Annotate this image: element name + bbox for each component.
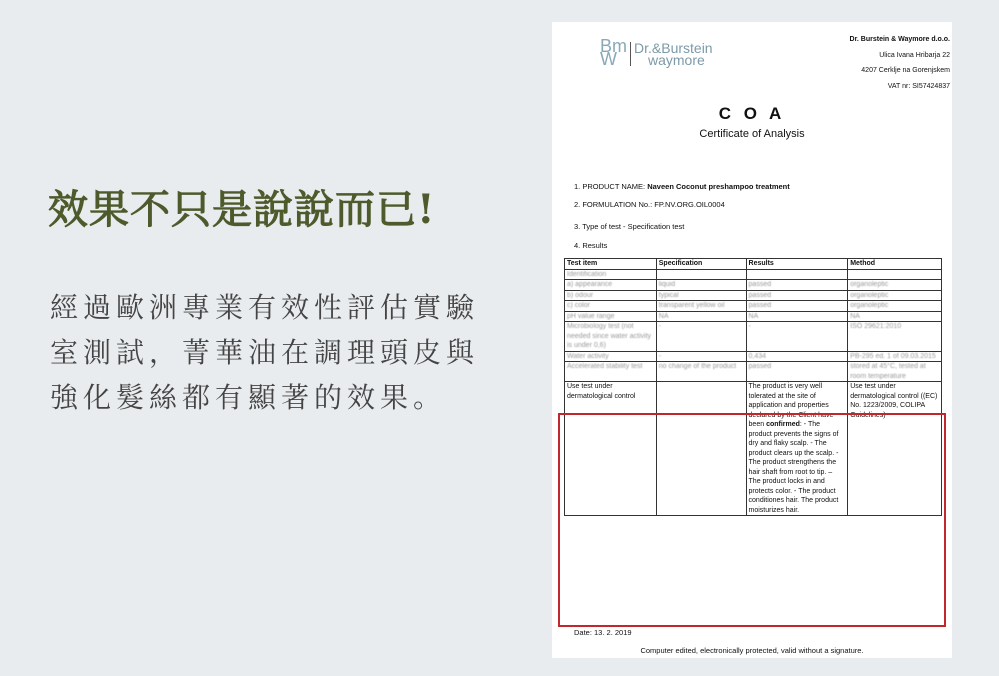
- table-cell: NA: [848, 311, 942, 322]
- table-cell: passed: [746, 280, 848, 291]
- table-cell: NA: [746, 311, 848, 322]
- table-cell: transparent yellow oil: [656, 301, 746, 312]
- cell-item: Use test under dermatological control: [565, 382, 657, 516]
- address-street: Ulica Ivana Hribarja 22: [879, 51, 950, 59]
- headline: 效果不只是說說而已!: [48, 186, 436, 233]
- table-cell: organoleptic: [848, 301, 942, 312]
- table-cell: PB-295 ed. 1 of 09.03.2015: [848, 351, 942, 362]
- table-cell: [746, 269, 848, 280]
- cell-result: The product is very well tolerated at the site of application and properties declared by the Client have been confirmed: - The product prevents the signs of dry and flaky scalp. - The product clears up the scalp. - The product strengthens the hair shaft from root to tip. – The product locks in and protects color. - The product conditiones hair. The product moisturizes hair.: [746, 382, 848, 516]
- table-cell: organoleptic: [848, 280, 942, 291]
- table-cell: 0,434: [746, 351, 848, 362]
- logo-mark: Bm W: [600, 36, 627, 69]
- table-row: [565, 290, 942, 301]
- table-cell: passed: [746, 301, 848, 312]
- company-address: [850, 32, 950, 94]
- type-line: 3. Type of test - Specification test: [574, 222, 685, 231]
- highlight-box: [558, 413, 946, 627]
- table-cell: Identification: [565, 269, 657, 280]
- doc-date: Date: 13. 2. 2019: [574, 628, 632, 637]
- header-specification: Specification: [656, 259, 746, 270]
- address-vat: VAT nr: SI57424837: [887, 82, 950, 90]
- body-text: 經過歐洲專業有效性評估實驗室測試，菁華油在調理頭皮與強化髮絲都有顯著的效果。: [50, 291, 480, 414]
- table-cell: no change of the product: [656, 362, 746, 382]
- table-row: [565, 362, 942, 382]
- product-line: 1. PRODUCT NAME: Naveen Coconut preshampoo treatment: [574, 182, 790, 191]
- header-test-item: Test item: [565, 259, 657, 270]
- cell-method: Use test under dermatological control ((EC) No. 1223/2009, COLIPA Guidelines): [848, 382, 942, 516]
- table-row: [565, 311, 942, 322]
- header-method: Method: [848, 259, 942, 270]
- table-header: [565, 259, 942, 270]
- table-cell: stored at 45°C, tested at room temperature: [848, 362, 942, 382]
- table-cell: -: [746, 322, 848, 352]
- table-row: [565, 280, 942, 291]
- table-cell: a) appearance: [565, 280, 657, 291]
- results-line: 4. Results: [574, 241, 608, 250]
- address-city: 4207 Cerklje na Gorenjskem: [861, 67, 950, 74]
- table-cell: passed: [746, 290, 848, 301]
- table-cell: passed: [746, 362, 848, 382]
- table-row: [565, 322, 942, 352]
- table-cell: c) color: [565, 301, 657, 312]
- company-name: Dr. Burstein & Waymore d.o.o.: [849, 36, 950, 43]
- doc-title: C O A: [718, 104, 786, 123]
- table-cell: b) odour: [565, 290, 657, 301]
- table-cell: Microbiology test (not needed since water activity is under 0,6): [565, 322, 657, 352]
- formulation-line: 2. FORMULATION No.: FP.NV.ORG.OIL0004: [574, 200, 725, 209]
- table-row: [565, 351, 942, 362]
- table-cell: ISO 29621:2010: [848, 322, 942, 352]
- table-cell: -: [656, 322, 746, 352]
- table-cell: liquid: [656, 280, 746, 291]
- logo-line2: waymore: [648, 52, 705, 68]
- table-cell: [656, 269, 746, 280]
- table-cell: organoleptic: [848, 290, 942, 301]
- table-row: [565, 269, 942, 280]
- table-cell: [848, 269, 942, 280]
- table-cell: Accelerated stability test: [565, 362, 657, 382]
- table-cell: Water activity: [565, 351, 657, 362]
- table-row: [565, 301, 942, 312]
- logo-line1: Dr.&Burstein: [634, 40, 713, 56]
- coa-document: [552, 22, 952, 658]
- doc-subtitle: Certificate of Analysis: [699, 128, 805, 140]
- doc-footer: Computer edited, electronically protected, valid without a signature.: [640, 646, 864, 655]
- table-cell: typical: [656, 290, 746, 301]
- table-cell: pH value range: [565, 311, 657, 322]
- table-cell: NA: [656, 311, 746, 322]
- header-results: Results: [746, 259, 848, 270]
- table-cell: -: [656, 351, 746, 362]
